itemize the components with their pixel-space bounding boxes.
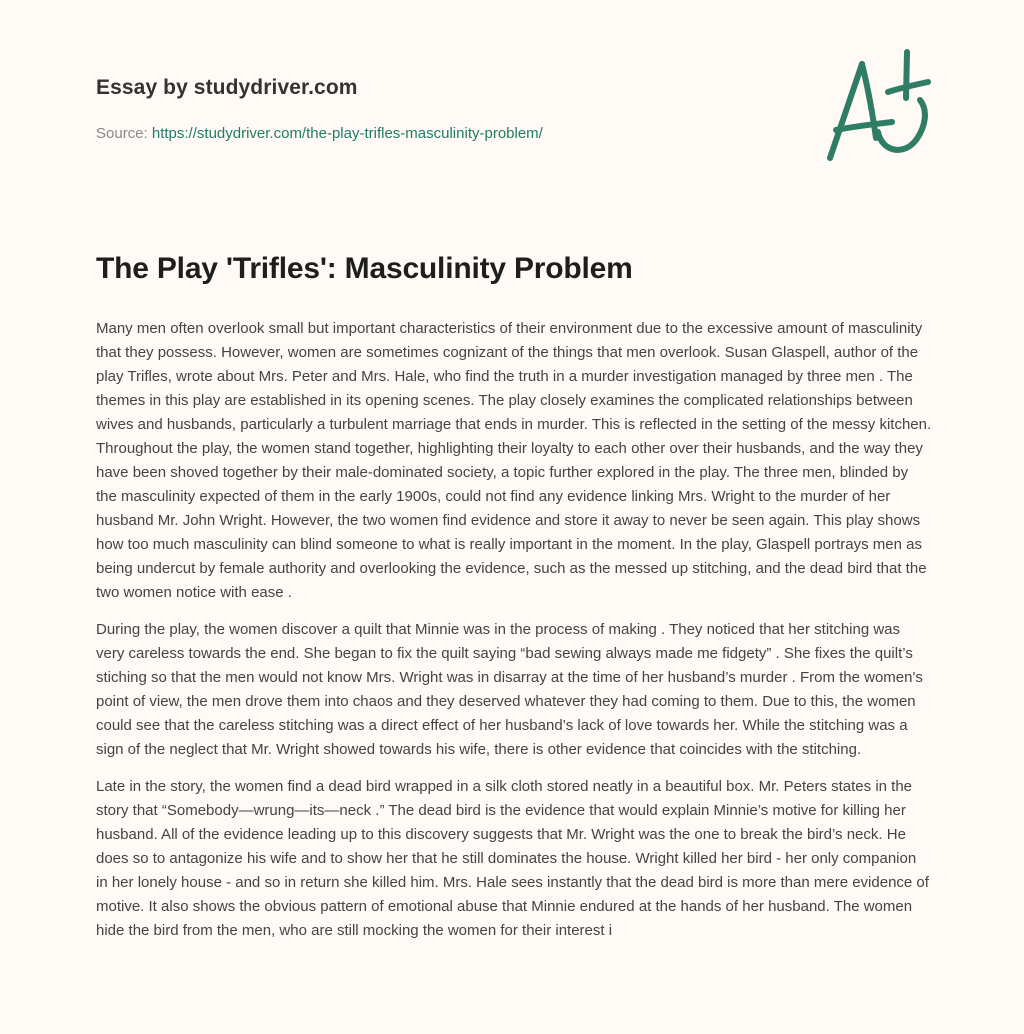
source-label: Source: [96,125,152,142]
essay-title: The Play 'Trifles': Masculinity Problem [96,252,633,285]
essay-paragraph: During the play, the women discover a quilt that Minnie was in the process of making . They noticed that her stitching was very careless towards the end. She began to fix the quilt saying “bad sewing always made me fidgety” . She fixes the quilt’s stiching so that the men would not know Mrs. Wright was in disarray at the time of her husband’s murder . From the women's point of view, the men drove them into chaos and they deserved whatever they had coming to them. Due to this, the women could see that the careless stitching was a direct effect of her husband’s lack of love towards her. While the stitching was a sign of the neglect that Mr. Wright showed towards his wife, there is other evidence that coincides with the stitching. [96,621,923,758]
source-link[interactable]: https://studydriver.com/the-play-trifles-masculinity-problem/ [151,125,543,142]
essay-paragraph: Late in the story, the women find a dead bird wrapped in a silk cloth stored neatly in a beautiful box. Mr. Peters states in the story that “Somebody—wrung—its—neck .” The dead bird is the evidence that would explain Minnie’s motive for killing her husband. All of the evidence leading up to this discovery suggests that Mr. Wright was the one to break the bird’s neck. He does so to antagonize his wife and to show her that he still dominates the house. Wright killed her bird - her only companion in her lonely house - and so in return she killed him. Mrs. Hale sees instantly that the dead bird is more than mere evidence of motive. It also shows the obvious pattern of emotional abuse that Minnie endured at the hands of her husband. The women hide the bird from the men, who are still mocking the women for their interest i [96,778,929,939]
source-line [96,125,796,143]
page-header [96,76,796,143]
a-plus-grade-icon [820,40,940,170]
essay-paragraph: Many men often overlook small but important characteristics of their environment due to the excessive amount of masculinity that they possess. However, women are sometimes cognizant of the things that men overlook. Susan Glaspell, author of the play Trifles, wrote about Mrs. Peter and Mrs. Hale, who find the truth in a murder investigation managed by three men . The themes in this play are established in its opening scenes. The play closely examines the complicated relationships between wives and husbands, particularly a turbulent marriage that ends in murder. This is reflected in the setting of the messy kitchen. Throughout the play, the women stand together, highlighting their loyalty to each other over their husbands, and the way they have been shoved together by their male-dominated society, a topic further explored in the play. The three men, blinded by the masculinity expected of them in the early 1900s, could not find any evidence linking Mrs. Wright to the murder of her husband Mr. John Wright. However, the two women find evidence and store it away to never be seen again. This play shows how too much masculinity can blind someone to what is really important in the moment. In the play, Glaspell portrays men as being undercut by female authority and overlooking the evidence, such as the messed up stitching, and the dead bird that the two women notice with ease . [96,320,932,601]
essay-body [96,317,932,956]
site-title: Essay by studydriver.com [96,76,358,99]
